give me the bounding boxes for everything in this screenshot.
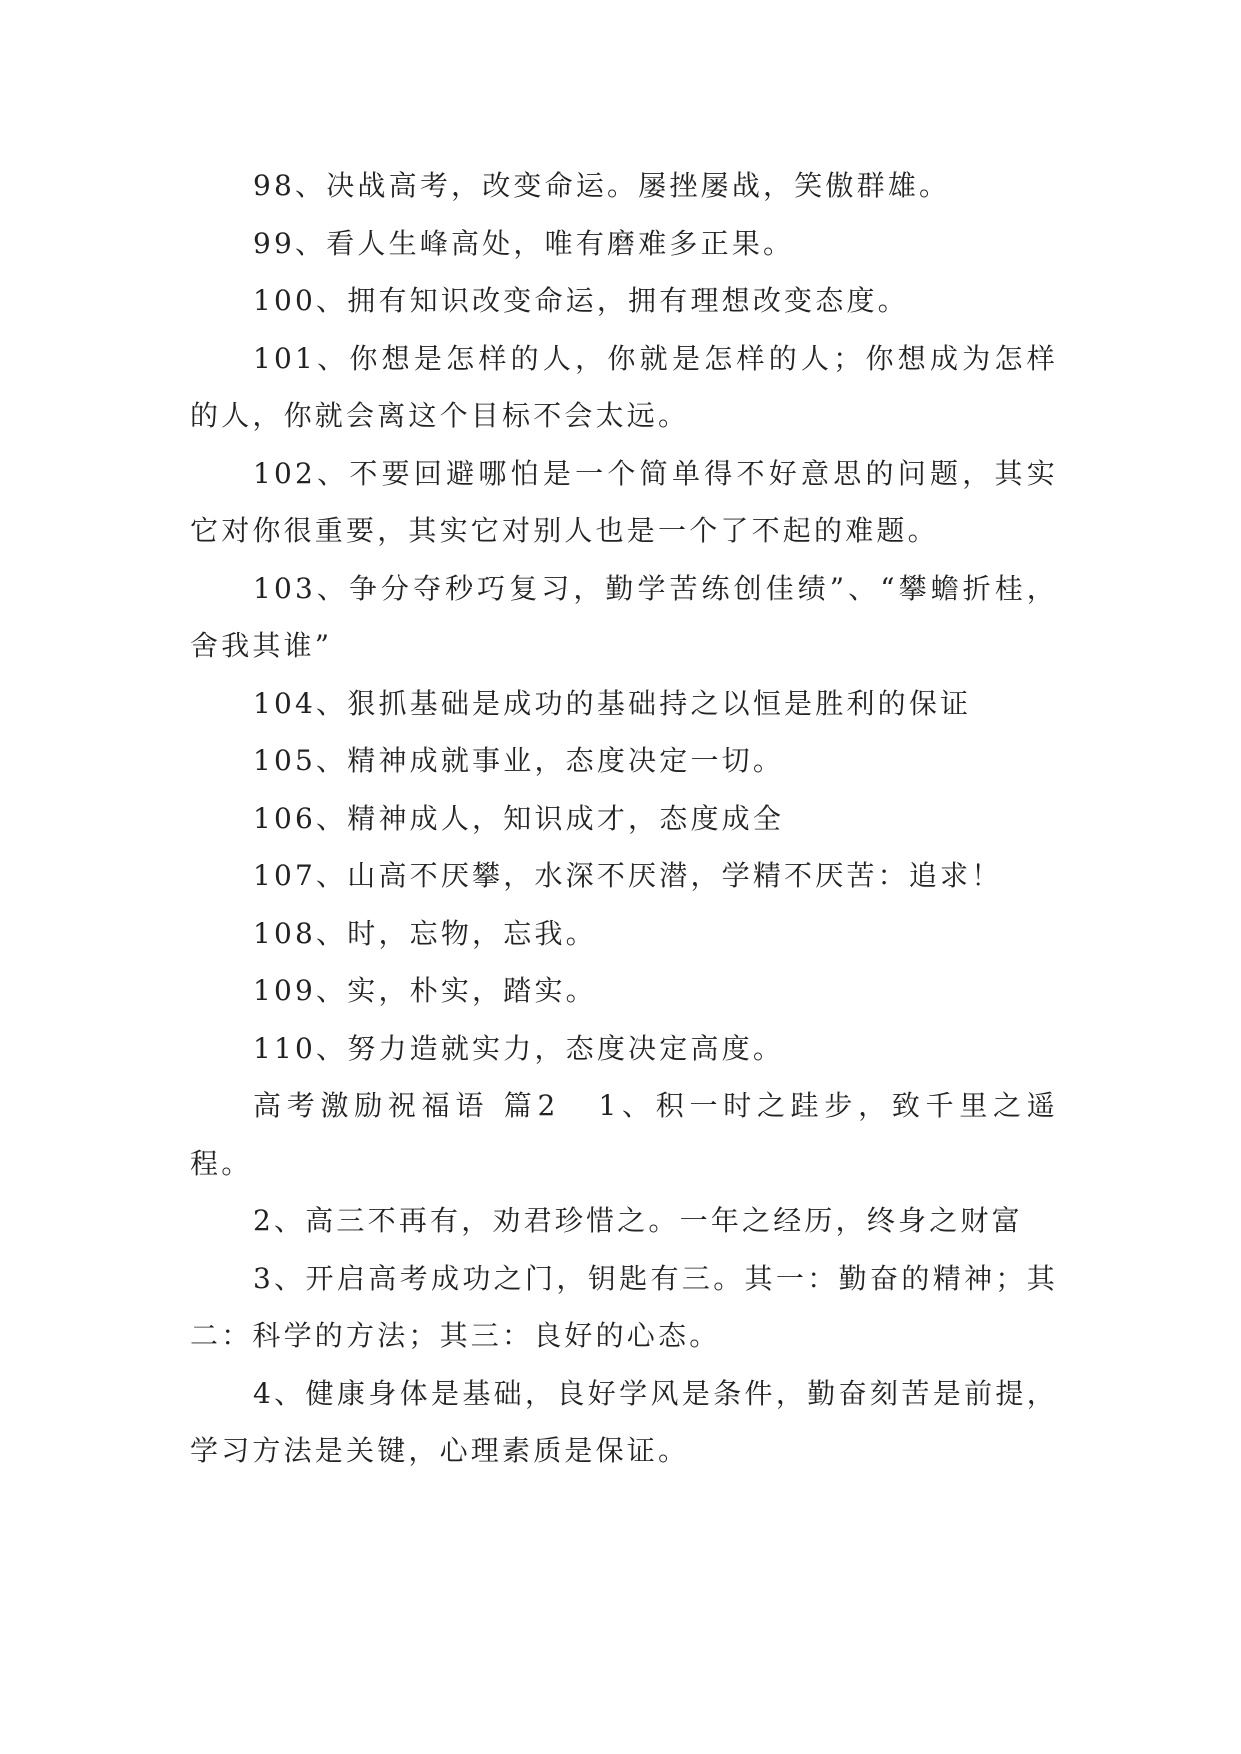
section-heading: 高考激励祝福语 篇2 (253, 1089, 559, 1122)
paragraph-100: 100、拥有知识改变命运，拥有理想改变态度。 (253, 284, 909, 317)
section-item-2: 2、高三不再有，劝君珍惜之。一年之经历，终身之财富 (253, 1204, 1023, 1237)
section-item-1: 1、积一时之跬步，致千里之遥程。 (190, 1089, 1058, 1180)
paragraph-107: 107、山高不厌攀，水深不厌潜，学精不厌苦：追求！ (253, 859, 1003, 892)
section-heading-paragraph (190, 1077, 1058, 1192)
section-item-3: 3、开启高考成功之门，钥匙有三。其一：勤奋的精神；其二：科学的方法；其三：良好的心态。 (190, 1261, 1058, 1352)
paragraph-110: 110、努力造就实力，态度决定高度。 (253, 1031, 785, 1065)
paragraph-106: 106、精神成人，知识成才，态度成全 (253, 801, 785, 835)
paragraph-99: 99、看人生峰高处，唯有磨难多正果。 (253, 226, 795, 260)
paragraph-102: 102、不要回避哪怕是一个简单得不好意思的问题，其实它对你很重要，其实它对别人也是一个了不起的难题。 (190, 456, 1058, 547)
document-body (190, 157, 1058, 1480)
paragraph-108: 108、时，忘物，忘我。 (253, 916, 597, 950)
section-item-4: 4、健康身体是基础，良好学风是条件，勤奋刻苦是前提，学习方法是关键，心理素质是保证。 (190, 1376, 1058, 1467)
paragraph-98: 98、决战高考，改变命运。屡挫屡战，笑傲群雄。 (253, 169, 951, 202)
paragraph-105: 105、精神成就事业，态度决定一切。 (253, 744, 785, 777)
paragraph-101: 101、你想是怎样的人，你就是怎样的人；你想成为怎样的人，你就会离这个目标不会太远。 (190, 341, 1058, 432)
paragraph-109: 109、实，朴实，踏实。 (253, 974, 597, 1007)
paragraph-104: 104、狠抓基础是成功的基础持之以恒是胜利的保证 (253, 686, 972, 720)
paragraph-103: 103、争分夺秒巧复习，勤学苦练创佳绩”、“攀蟾折桂，舍我其谁” (190, 571, 1058, 662)
